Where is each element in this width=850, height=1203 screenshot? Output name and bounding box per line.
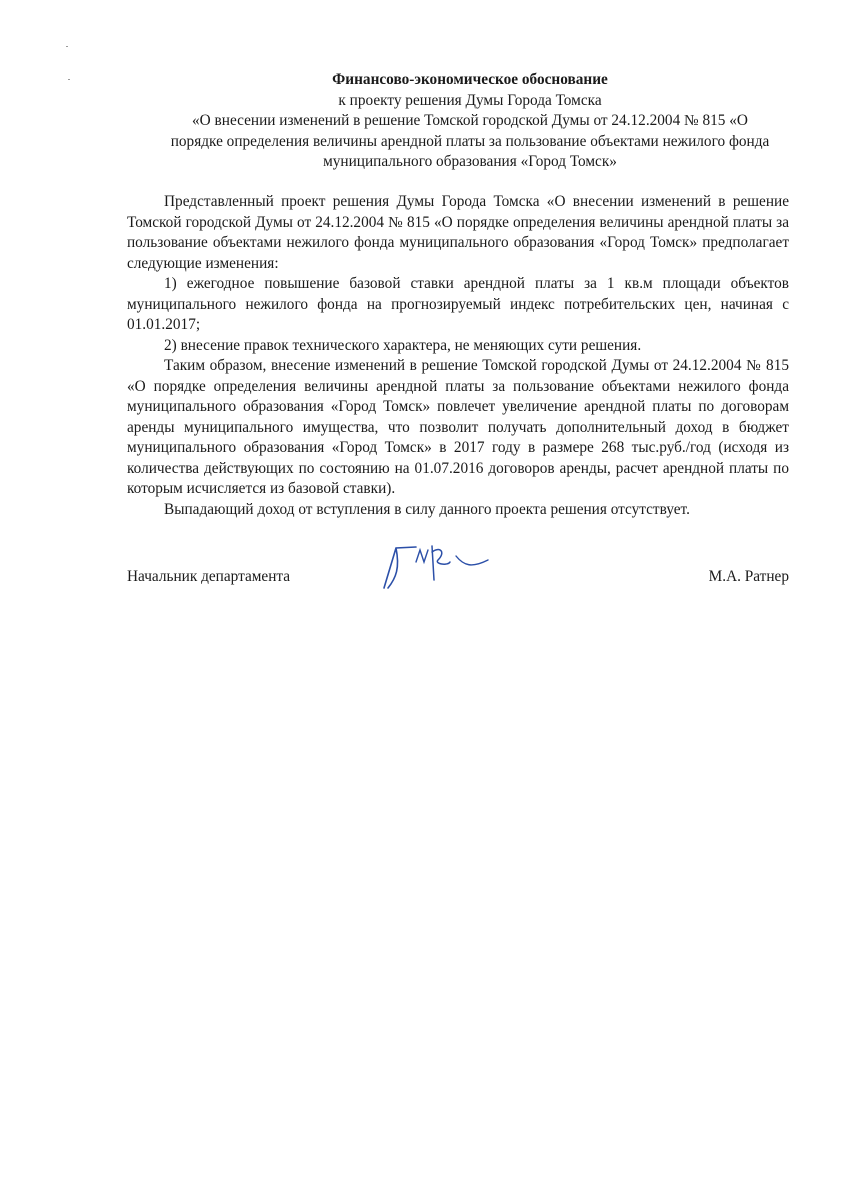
signer-position: Начальник департамента	[127, 568, 291, 585]
subtitle-line: «О внесении изменений в решение Томской городской Думы от 24.12.2004 № 815 «О	[192, 112, 748, 129]
signer-name: М.А. Ратнер	[708, 568, 789, 585]
body-paragraph-item-1: 1) ежегодное повышение базовой ставки арендной платы за 1 кв.м площади объектов муниципального нежилого фонда на прогнозируемый индекс потребительских цен, начиная с 01.01.2017;	[127, 275, 789, 333]
scan-speck	[66, 46, 68, 47]
body-paragraph-no-loss: Выпадающий доход от вступления в силу данного проекта решения отсутствует.	[164, 500, 690, 518]
document-title: Финансово-экономическое обоснование	[332, 71, 608, 88]
subtitle-line: порядке определения величины арендной платы за пользование объектами нежилого фонда	[170, 132, 770, 150]
handwritten-signature	[376, 538, 496, 594]
document-header	[110, 70, 830, 173]
body-paragraph-intro: Представленный проект решения Думы Города Томска «О внесении изменений в решение Томской городской Думы от 24.12.2004 № 815 «О порядке определения величины арендной платы за пользование объектами нежилого фонда муниципального образования «Город Томск» предполагает следующие изменения:	[127, 193, 789, 272]
subtitle-line: к проекту решения Думы Города Томска	[338, 91, 602, 109]
body-paragraph-item-2: 2) внесение правок технического характера, не меняющих сути решения.	[164, 336, 642, 354]
document-body	[127, 192, 789, 520]
body-paragraph-conclusion: Таким образом, внесение изменений в решение Томской городской Думы от 24.12.2004 № 815 «О порядке определения величины арендной платы за пользование объектами нежилого фонда муниципального образования «Город Томск» повлечет увеличение арендной платы по договорам аренды муниципального имущества, что позволит получать дополнительный доход в бюджет муниципального образования «Город Томск» в 2017 году в размере 268 тыс.руб./год (исходя из количества действующих по состоянию на 01.07.2016 договоров аренды, расчет арендной платы по которым исчисляется из базовой ставки).	[127, 357, 789, 497]
subtitle-line: муниципального образования «Город Томск»	[323, 153, 617, 170]
scan-speck	[68, 79, 70, 80]
